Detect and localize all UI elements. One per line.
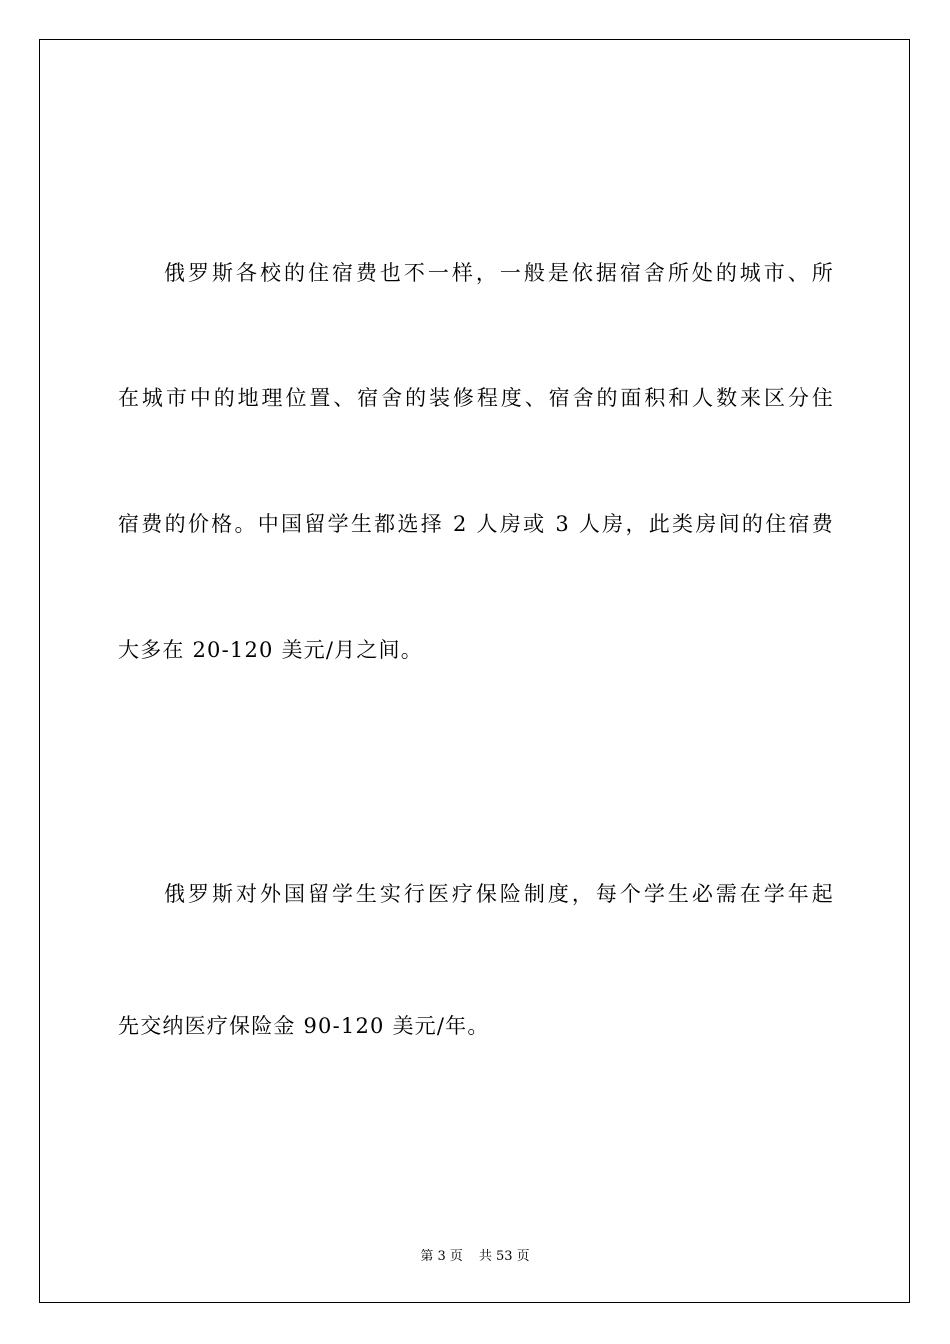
paragraph-2-line-2: 先交纳医疗保险金 90-120 美元/年。 <box>118 1014 490 1038</box>
paragraph-1-line-1: 俄罗斯各校的住宿费也不一样，一般是依据宿舍所处的城市、所 <box>164 261 834 285</box>
page-number: 第 3 页 <box>420 1249 463 1264</box>
paragraph-1-line-4: 大多在 20-120 美元/月之间。 <box>118 638 423 662</box>
page-footer <box>0 1248 950 1266</box>
page-border <box>39 39 910 1303</box>
total-pages: 共 53 页 <box>478 1249 530 1264</box>
paragraph-1-line-3: 宿费的价格。中国留学生都选择 2 人房或 3 人房，此类房间的住宿费 <box>118 512 834 536</box>
paragraph-2-line-1: 俄罗斯对外国留学生实行医疗保险制度，每个学生必需在学年起 <box>164 882 834 906</box>
paragraph-1-line-2: 在城市中的地理位置、宿舍的装修程度、宿舍的面积和人数来区分住 <box>118 386 834 410</box>
